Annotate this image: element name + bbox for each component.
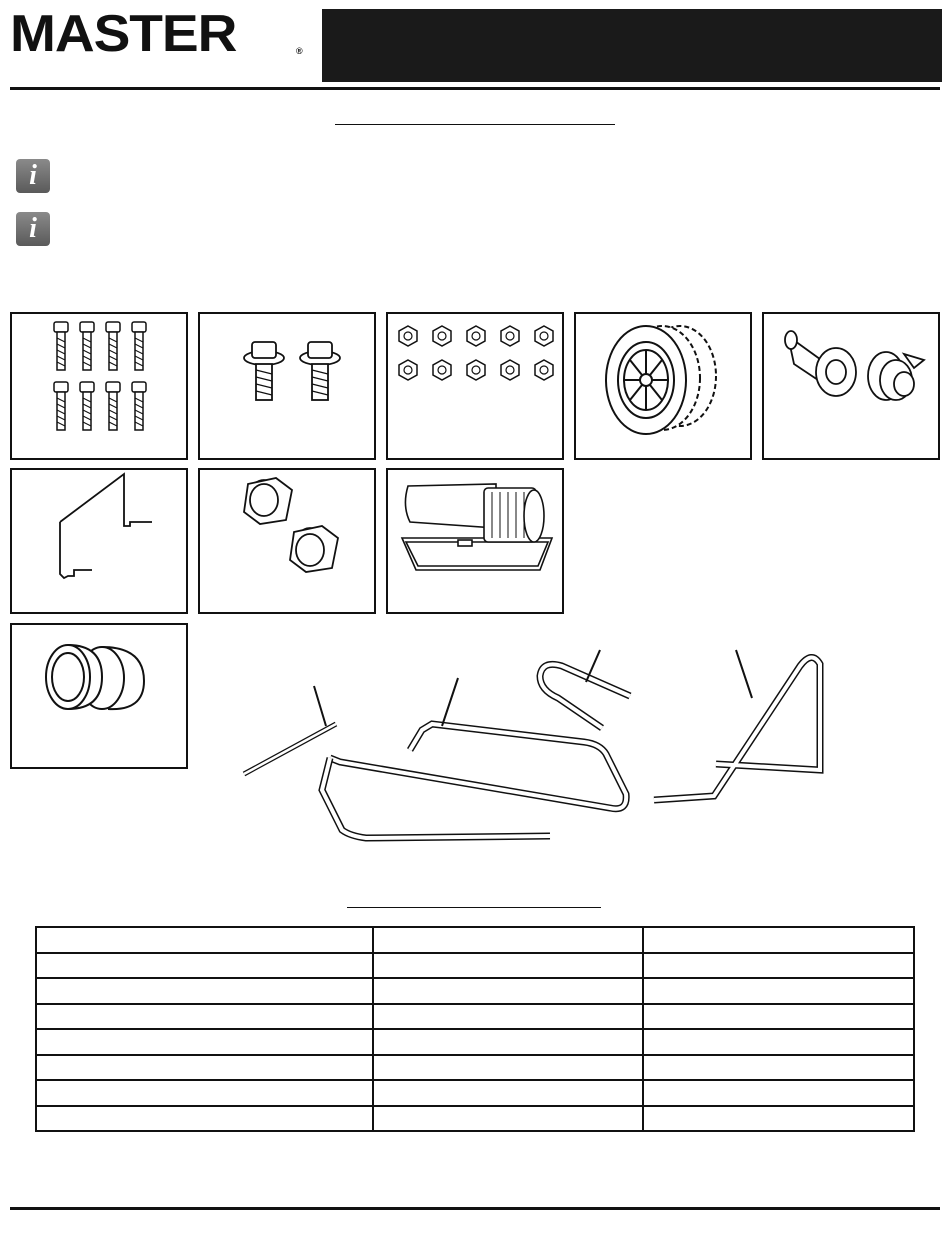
cap-nuts-illustration: [200, 470, 378, 616]
parts-table: [35, 926, 915, 1132]
table-row: [36, 953, 914, 979]
info-icon: i: [16, 159, 50, 193]
table-cell: [36, 1106, 373, 1132]
table-cell: [36, 1080, 373, 1106]
table-cell: [373, 1055, 642, 1081]
title-band: [322, 9, 942, 82]
logo-wordmark: MASTER: [10, 5, 237, 63]
part-box-hex-nuts: [386, 312, 564, 460]
table-cell: [36, 1004, 373, 1030]
table-row: [36, 1029, 914, 1055]
part-box-axle-caps: [762, 312, 940, 460]
table-cell: [373, 927, 642, 953]
info-icon: i: [16, 212, 50, 246]
table-cell: [36, 978, 373, 1004]
table-cell: [36, 1055, 373, 1081]
bushings-illustration: [12, 625, 190, 771]
unpacking-heading-underline: [335, 124, 615, 125]
table-cell: [643, 1029, 914, 1055]
table-cell: [643, 927, 914, 953]
table-row: [36, 927, 914, 953]
table-row: [36, 1055, 914, 1081]
table-cell: [643, 1004, 914, 1030]
table-row: [36, 1004, 914, 1030]
part-box-flange-bolts: [198, 312, 376, 460]
table-cell: [373, 1106, 642, 1132]
table-row: [36, 1080, 914, 1106]
heater-unit-illustration: [388, 470, 566, 616]
long-bolts-illustration: [12, 314, 190, 462]
table-cell: [643, 1055, 914, 1081]
table-cell: [373, 978, 642, 1004]
registered-mark: ®: [296, 46, 303, 56]
brand-logo: [10, 5, 310, 63]
table-cell: [643, 978, 914, 1004]
table-cell: [36, 953, 373, 979]
part-box-heater-unit: [386, 468, 564, 614]
table-cell: [373, 1004, 642, 1030]
part-box-bracket: [10, 468, 188, 614]
part-box-cap-nuts: [198, 468, 376, 614]
table-cell: [643, 953, 914, 979]
table-row: [36, 1106, 914, 1132]
flange-bolts-illustration: [200, 314, 378, 462]
handle-frames-illustration: [230, 640, 850, 860]
table-cell: [643, 1080, 914, 1106]
table-cell: [36, 927, 373, 953]
part-box-wheels: [574, 312, 752, 460]
parts-list-heading-underline: [347, 907, 601, 908]
table-cell: [373, 1080, 642, 1106]
table-cell: [373, 953, 642, 979]
axle-caps-illustration: [764, 314, 942, 462]
table-row: [36, 978, 914, 1004]
table-cell: [373, 1029, 642, 1055]
wheels-illustration: [576, 314, 754, 462]
hex-nuts-illustration: [388, 314, 566, 462]
part-box-long-bolts: [10, 312, 188, 460]
header-rule: [10, 87, 940, 90]
table-cell: [36, 1029, 373, 1055]
part-box-bushings: [10, 623, 188, 769]
footer-rule: [10, 1207, 940, 1210]
bracket-illustration: [12, 470, 190, 616]
table-cell: [643, 1106, 914, 1132]
